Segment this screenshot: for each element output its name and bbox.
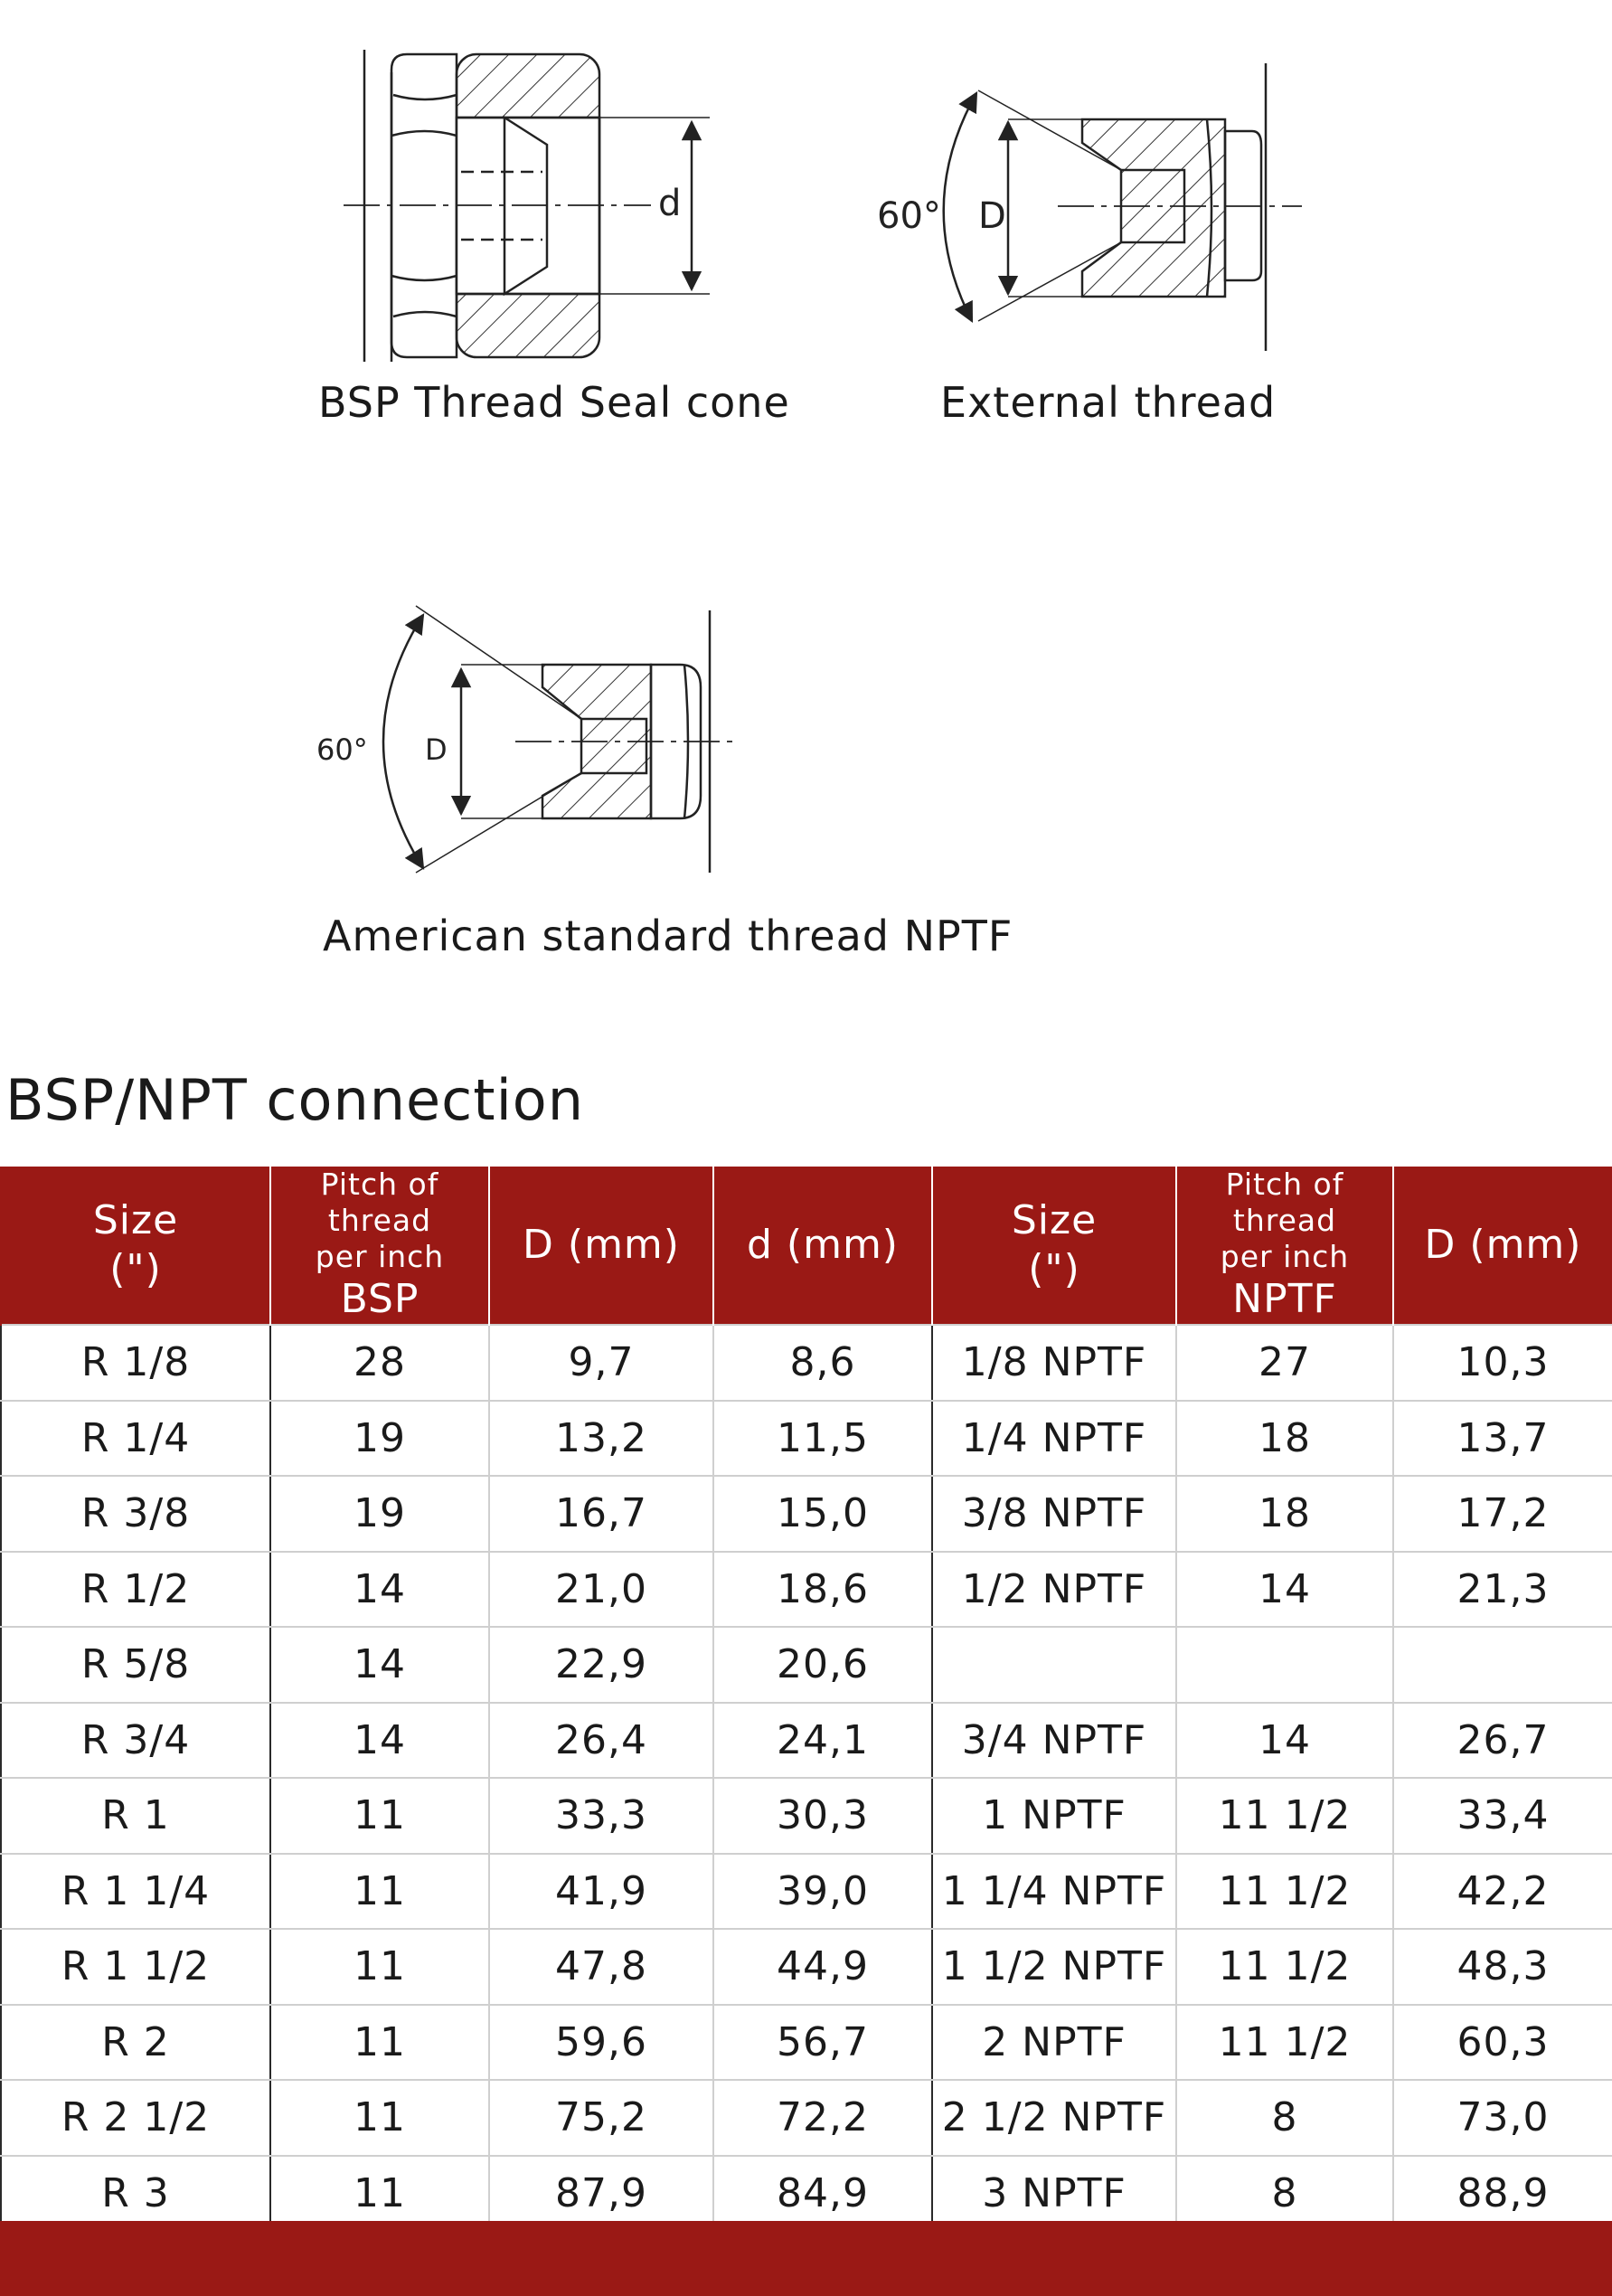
- table-cell: R 2: [1, 2005, 270, 2081]
- nptf-dim-label: D: [425, 732, 448, 767]
- header-line: Size: [1011, 1197, 1098, 1243]
- table-row: [1, 2005, 1612, 2081]
- header-d-minor-bsp: [713, 1167, 932, 1325]
- table-cell: 19: [270, 1401, 489, 1477]
- table-cell: 26,4: [489, 1703, 713, 1779]
- table-cell: 88,9: [1393, 2156, 1612, 2232]
- table-cell: 18: [1176, 1401, 1393, 1477]
- bsp-dim-label: d: [658, 183, 682, 224]
- table-cell: 15,0: [713, 1476, 932, 1552]
- header-line: NPTF: [1232, 1276, 1337, 1322]
- header-line: Pitch of thread: [1225, 1167, 1344, 1238]
- table-row: [1, 2080, 1612, 2156]
- table-cell: 27: [1176, 1325, 1393, 1401]
- table-cell: 33,3: [489, 1778, 713, 1854]
- bsp-seal-cone-diagram: [344, 50, 710, 362]
- table-cell: 16,7: [489, 1476, 713, 1552]
- table-cell: 56,7: [713, 2005, 932, 2081]
- table-cell: 39,0: [713, 1854, 932, 1930]
- table-cell: 84,9: [713, 2156, 932, 2232]
- table-cell: 14: [270, 1703, 489, 1779]
- table-cell: 1/4 NPTF: [932, 1401, 1176, 1477]
- table-cell: 14: [270, 1627, 489, 1703]
- table-cell: R 1 1/2: [1, 1929, 270, 2005]
- table-cell: 11: [270, 1854, 489, 1930]
- header-line: per inch: [1220, 1239, 1350, 1274]
- table-cell: 75,2: [489, 2080, 713, 2156]
- table-cell: 11: [270, 2005, 489, 2081]
- table-cell: 21,0: [489, 1552, 713, 1628]
- header-line: ("): [109, 1246, 162, 1292]
- header-line: ("): [1028, 1246, 1080, 1292]
- table-cell: 59,6: [489, 2005, 713, 2081]
- table-cell: 1/2 NPTF: [932, 1552, 1176, 1628]
- table-cell: 9,7: [489, 1325, 713, 1401]
- table-row: [1, 2156, 1612, 2232]
- table-row: [1, 1627, 1612, 1703]
- table-cell: 8: [1176, 2156, 1393, 2232]
- table-cell: [932, 1627, 1176, 1703]
- table-cell: 3 NPTF: [932, 2156, 1176, 2232]
- table-cell: 13,2: [489, 1401, 713, 1477]
- table-cell: 22,9: [489, 1627, 713, 1703]
- section-title: BSP/NPT connection: [5, 1067, 585, 1133]
- table-cell: 11 1/2: [1176, 1854, 1393, 1930]
- table-cell: 8,6: [713, 1325, 932, 1401]
- table-cell: 44,9: [713, 1929, 932, 2005]
- table-cell: 41,9: [489, 1854, 713, 1930]
- table-row: [1, 1778, 1612, 1854]
- table-cell: 1 1/4 NPTF: [932, 1854, 1176, 1930]
- table-cell: 30,3: [713, 1778, 932, 1854]
- table-cell: 33,4: [1393, 1778, 1612, 1854]
- external-angle-label: 60°: [877, 195, 941, 237]
- table-cell: 19: [270, 1476, 489, 1552]
- table-cell: R 5/8: [1, 1627, 270, 1703]
- table-cell: 28: [270, 1325, 489, 1401]
- table-cell: 60,3: [1393, 2005, 1612, 2081]
- table-cell: 47,8: [489, 1929, 713, 2005]
- table-cell: 1/8 NPTF: [932, 1325, 1176, 1401]
- header-line: Size: [92, 1197, 179, 1243]
- table-cell: 17,2: [1393, 1476, 1612, 1552]
- table-cell: 3/8 NPTF: [932, 1476, 1176, 1552]
- table-cell: 11: [270, 2156, 489, 2232]
- header-line: BSP: [340, 1276, 419, 1322]
- table-cell: 8: [1176, 2080, 1393, 2156]
- header-size-bsp: [1, 1167, 270, 1325]
- table-cell: 24,1: [713, 1703, 932, 1779]
- table-cell: 72,2: [713, 2080, 932, 2156]
- header-d-nptf: [1393, 1167, 1612, 1325]
- table-cell: 1 1/2 NPTF: [932, 1929, 1176, 2005]
- table-cell: 3/4 NPTF: [932, 1703, 1176, 1779]
- bsp-npt-table: [0, 1167, 1612, 2232]
- table-cell: 11: [270, 1778, 489, 1854]
- table-row: [1, 1476, 1612, 1552]
- table-cell: 11: [270, 2080, 489, 2156]
- table-header-row: [1, 1167, 1612, 1325]
- table-cell: [1393, 1627, 1612, 1703]
- header-d-major-bsp: [489, 1167, 713, 1325]
- table-cell: R 3/4: [1, 1703, 270, 1779]
- table-row: [1, 1325, 1612, 1401]
- table-cell: 42,2: [1393, 1854, 1612, 1930]
- table-cell: R 1: [1, 1778, 270, 1854]
- table-cell: 11 1/2: [1176, 1929, 1393, 2005]
- header-pitch-bsp: [270, 1167, 489, 1325]
- header-line: Pitch of thread: [320, 1167, 439, 1238]
- header-line: d (mm): [747, 1222, 899, 1268]
- header-line: per inch: [315, 1239, 445, 1274]
- table-cell: R 1 1/4: [1, 1854, 270, 1930]
- header-size-nptf: [932, 1167, 1176, 1325]
- table-cell: 11: [270, 1929, 489, 2005]
- table-cell: 18,6: [713, 1552, 932, 1628]
- table-cell: 1 NPTF: [932, 1778, 1176, 1854]
- table-cell: R 1/8: [1, 1325, 270, 1401]
- table-cell: 14: [270, 1552, 489, 1628]
- table-cell: 14: [1176, 1552, 1393, 1628]
- table-row: [1, 1552, 1612, 1628]
- nptf-angle-label: 60°: [316, 732, 368, 767]
- external-caption: External thread: [940, 378, 1277, 427]
- table-cell: 26,7: [1393, 1703, 1612, 1779]
- table-cell: R 1/2: [1, 1552, 270, 1628]
- table-cell: 21,3: [1393, 1552, 1612, 1628]
- table-cell: 11,5: [713, 1401, 932, 1477]
- table-cell: 13,7: [1393, 1401, 1612, 1477]
- table-cell: 48,3: [1393, 1929, 1612, 2005]
- table-cell: [1176, 1627, 1393, 1703]
- table-cell: R 1/4: [1, 1401, 270, 1477]
- header-pitch-nptf: [1176, 1167, 1393, 1325]
- table-row: [1, 1929, 1612, 2005]
- nptf-caption: American standard thread NPTF: [323, 912, 1013, 960]
- bsp-caption: BSP Thread Seal cone: [318, 378, 790, 427]
- table-row: [1, 1401, 1612, 1477]
- table-row: [1, 1854, 1612, 1930]
- table-cell: R 2 1/2: [1, 2080, 270, 2156]
- header-line: D (mm): [1424, 1222, 1582, 1268]
- table-cell: 18: [1176, 1476, 1393, 1552]
- table-cell: 10,3: [1393, 1325, 1612, 1401]
- header-line: D (mm): [523, 1222, 680, 1268]
- table-cell: 73,0: [1393, 2080, 1612, 2156]
- table-cell: 11 1/2: [1176, 1778, 1393, 1854]
- footer-bar: [0, 2221, 1612, 2296]
- table-cell: 2 1/2 NPTF: [932, 2080, 1176, 2156]
- external-dim-label: D: [978, 195, 1006, 237]
- table-row: [1, 1703, 1612, 1779]
- table-cell: 20,6: [713, 1627, 932, 1703]
- table-cell: 2 NPTF: [932, 2005, 1176, 2081]
- table-cell: R 3/8: [1, 1476, 270, 1552]
- thread-diagrams: [0, 0, 1612, 1049]
- table-cell: R 3: [1, 2156, 270, 2232]
- table-cell: 14: [1176, 1703, 1393, 1779]
- table-cell: 87,9: [489, 2156, 713, 2232]
- table-cell: 11 1/2: [1176, 2005, 1393, 2081]
